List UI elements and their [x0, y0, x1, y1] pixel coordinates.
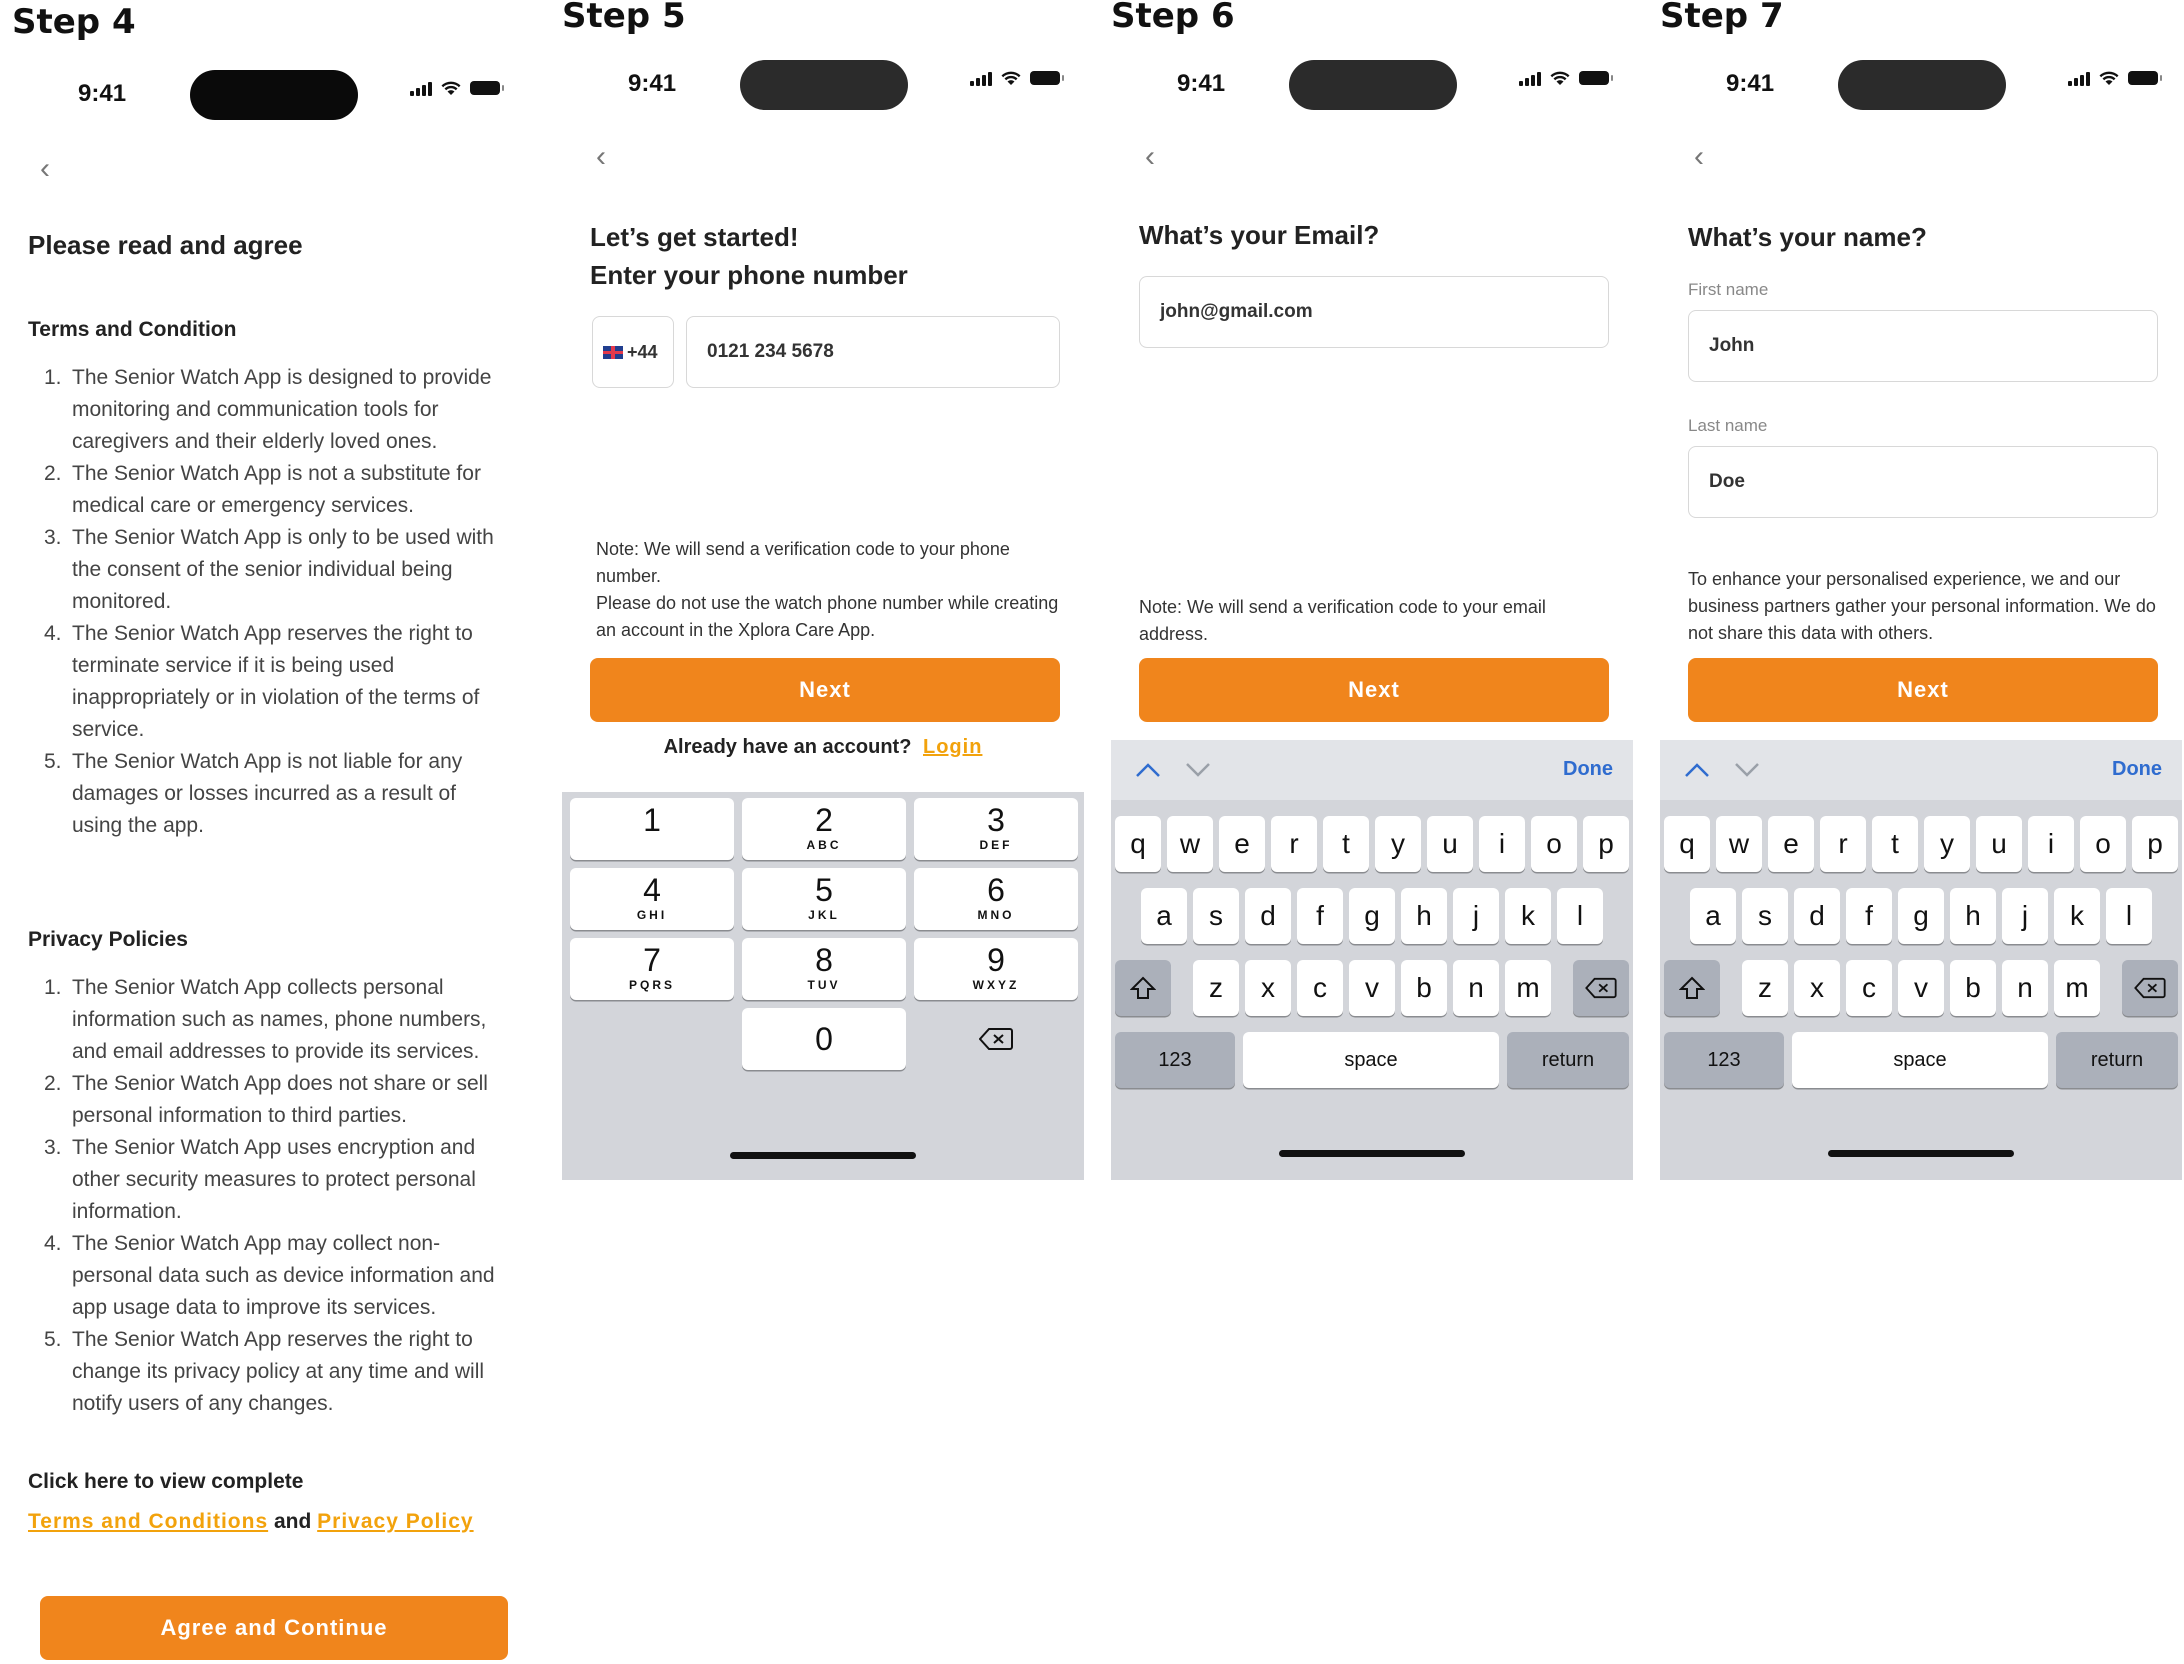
- key-z[interactable]: z: [1742, 960, 1788, 1016]
- screen-name: [1660, 52, 2182, 1180]
- phone-input[interactable]: 0121 234 5678: [686, 316, 1060, 388]
- click-here-text: Click here to view complete: [28, 1470, 304, 1493]
- key-8[interactable]: 8 TUV: [742, 938, 906, 1000]
- wifi-icon: [1000, 70, 1022, 86]
- key-e[interactable]: e: [1219, 816, 1265, 872]
- key-d[interactable]: d: [1794, 888, 1840, 944]
- terms-heading: Terms and Condition: [28, 318, 237, 341]
- key-j[interactable]: j: [1453, 888, 1499, 944]
- key-a[interactable]: a: [1690, 888, 1736, 944]
- key-x[interactable]: x: [1245, 960, 1291, 1016]
- status-bar: [0, 62, 522, 122]
- status-time: 9:41: [1177, 70, 1226, 97]
- page-subtitle: Enter your phone number: [590, 260, 908, 290]
- signal-icon: [970, 70, 992, 86]
- next-button[interactable]: Next: [1688, 658, 2158, 722]
- key-6[interactable]: 6 MNO: [914, 868, 1078, 930]
- keyboard: [1660, 740, 2182, 1180]
- list-item: 3. The Senior Watch App is only to be used with the consent of the senior individual being monitored.: [44, 526, 494, 613]
- key-o[interactable]: o: [1531, 816, 1577, 872]
- terms-list: [28, 362, 508, 842]
- login-prompt: Already have an account? Login: [663, 736, 983, 758]
- screen-phone: [562, 52, 1084, 1180]
- wifi-icon: [2098, 70, 2120, 86]
- page-title: What’s your Email?: [1139, 220, 1380, 250]
- list-item: 4. The Senior Watch App reserves the right to terminate service if it is being used inappropriately or in violation of the terms of service.: [44, 622, 480, 741]
- dynamic-island: [1838, 60, 2006, 110]
- key-l[interactable]: l: [2106, 888, 2152, 944]
- key-i[interactable]: i: [1479, 816, 1525, 872]
- chevron-left-icon[interactable]: ‹: [1694, 140, 1704, 173]
- chevron-up-icon[interactable]: [1135, 762, 1161, 778]
- key-d[interactable]: d: [1245, 888, 1291, 944]
- next-button[interactable]: Next: [1139, 658, 1609, 722]
- key-k[interactable]: k: [2054, 888, 2100, 944]
- step-label-4: Step 4: [12, 2, 136, 42]
- battery-icon: [1579, 71, 1609, 85]
- list-item: 4. The Senior Watch App may collect non-personal data such as device information and app usage data to improve its services.: [44, 1232, 495, 1319]
- key-c[interactable]: c: [1297, 960, 1343, 1016]
- country-code-select[interactable]: +44: [592, 316, 674, 388]
- email-note: Note: We will send a verification code to your email address.: [1139, 597, 1546, 644]
- step-label-5: Step 5: [562, 0, 686, 36]
- privacy-note: To enhance your personalised experience, we and our business partners gather your personal information. We do not share this data with others.: [1688, 569, 2156, 643]
- key-p[interactable]: p: [1583, 816, 1629, 872]
- screen-email: [1111, 52, 1633, 1180]
- step-label-6: Step 6: [1111, 0, 1235, 36]
- status-time: 9:41: [1726, 70, 1775, 97]
- first-name-input[interactable]: John: [1688, 310, 2158, 382]
- backspace-icon[interactable]: [1573, 960, 1629, 1016]
- list-item: 3. The Senior Watch App uses encryption and other security measures to protect personal information.: [44, 1136, 476, 1223]
- key-g[interactable]: g: [1349, 888, 1395, 944]
- step-label-7: Step 7: [1660, 0, 1784, 36]
- dynamic-island: [1289, 60, 1457, 110]
- return-key[interactable]: return: [2056, 1032, 2178, 1088]
- key-0[interactable]: 0: [742, 1008, 906, 1070]
- key-g[interactable]: g: [1898, 888, 1944, 944]
- numbers-key[interactable]: 123: [1664, 1032, 1784, 1088]
- key-w[interactable]: w: [1716, 816, 1762, 872]
- status-time: 9:41: [78, 80, 127, 107]
- home-indicator: [730, 1152, 916, 1159]
- login-link[interactable]: Login: [923, 736, 983, 758]
- key-3[interactable]: 3 DEF: [914, 798, 1078, 860]
- uk-flag-icon: [603, 346, 623, 359]
- wifi-icon: [440, 80, 462, 96]
- done-button[interactable]: Done: [2112, 758, 2162, 780]
- key-s[interactable]: s: [1742, 888, 1788, 944]
- keyboard-toolbar: [1111, 740, 1633, 800]
- key-b[interactable]: b: [1950, 960, 1996, 1016]
- dynamic-island: [190, 70, 358, 120]
- shift-icon[interactable]: [1664, 960, 1720, 1016]
- key-x[interactable]: x: [1794, 960, 1840, 1016]
- key-5[interactable]: 5 JKL: [742, 868, 906, 930]
- key-w[interactable]: w: [1167, 816, 1213, 872]
- battery-icon: [470, 81, 500, 95]
- list-item: 5. The Senior Watch App reserves the right to change its privacy policy at any time and will notify users of any changes.: [44, 1328, 485, 1415]
- key-b[interactable]: b: [1401, 960, 1447, 1016]
- page-title: Please read and agree: [28, 230, 303, 260]
- key-m[interactable]: m: [1505, 960, 1551, 1016]
- key-j[interactable]: j: [2002, 888, 2048, 944]
- numbers-key[interactable]: 123: [1115, 1032, 1235, 1088]
- shift-icon[interactable]: [1115, 960, 1171, 1016]
- key-a[interactable]: a: [1141, 888, 1187, 944]
- key-o[interactable]: o: [2080, 816, 2126, 872]
- privacy-link[interactable]: Privacy Policy: [317, 1510, 474, 1533]
- last-name-input[interactable]: Doe: [1688, 446, 2158, 518]
- key-l[interactable]: l: [1557, 888, 1603, 944]
- first-name-label: First name: [1688, 280, 1769, 299]
- privacy-heading: Privacy Policies: [28, 928, 188, 951]
- battery-icon: [1030, 71, 1060, 85]
- home-indicator: [1828, 1150, 2014, 1157]
- last-name-label: Last name: [1688, 416, 1768, 435]
- key-u[interactable]: u: [1427, 816, 1473, 872]
- signal-icon: [410, 80, 432, 96]
- key-e[interactable]: e: [1768, 816, 1814, 872]
- key-v[interactable]: v: [1349, 960, 1395, 1016]
- key-s[interactable]: s: [1193, 888, 1239, 944]
- agree-continue-button[interactable]: Agree and Continue: [40, 1596, 508, 1660]
- status-time: 9:41: [628, 70, 677, 97]
- key-t[interactable]: t: [1872, 816, 1918, 872]
- key-z[interactable]: z: [1193, 960, 1239, 1016]
- signal-icon: [2068, 70, 2090, 86]
- page-title: What’s your name?: [1688, 222, 1927, 252]
- key-9[interactable]: 9 WXYZ: [914, 938, 1078, 1000]
- chevron-left-icon[interactable]: ‹: [596, 140, 606, 173]
- backspace-icon[interactable]: [914, 1008, 1078, 1070]
- key-4[interactable]: 4 GHI: [570, 868, 734, 930]
- key-v[interactable]: v: [1898, 960, 1944, 1016]
- key-q[interactable]: q: [1664, 816, 1710, 872]
- backspace-icon[interactable]: [2122, 960, 2178, 1016]
- key-y[interactable]: y: [1375, 816, 1421, 872]
- status-bar: [562, 52, 1084, 112]
- key-1[interactable]: 1: [570, 798, 734, 860]
- space-key[interactable]: space: [1243, 1032, 1499, 1088]
- key-n[interactable]: n: [2002, 960, 2048, 1016]
- numeric-keypad: [562, 792, 1084, 1180]
- chevron-down-icon[interactable]: [1734, 762, 1760, 778]
- chevron-left-icon[interactable]: ‹: [40, 152, 50, 185]
- list-item: 2. The Senior Watch App does not share or sell personal information to third parties.: [44, 1072, 488, 1127]
- screen-terms: [0, 62, 522, 1664]
- key-7[interactable]: 7 PQRS: [570, 938, 734, 1000]
- key-u[interactable]: u: [1976, 816, 2022, 872]
- battery-icon: [2128, 71, 2158, 85]
- key-2[interactable]: 2 ABC: [742, 798, 906, 860]
- key-f[interactable]: f: [1297, 888, 1343, 944]
- dynamic-island: [740, 60, 908, 110]
- key-c[interactable]: c: [1846, 960, 1892, 1016]
- next-button[interactable]: Next: [590, 658, 1060, 722]
- status-bar: [1660, 52, 2182, 112]
- key-h[interactable]: h: [1401, 888, 1447, 944]
- signal-icon: [1519, 70, 1541, 86]
- list-item: 5. The Senior Watch App is not liable for any damages or losses incurred as a result of using the app.: [44, 750, 463, 837]
- terms-link[interactable]: Terms and Conditions: [28, 1510, 269, 1533]
- key-y[interactable]: y: [1924, 816, 1970, 872]
- keyboard: [1111, 740, 1633, 1180]
- key-k[interactable]: k: [1505, 888, 1551, 944]
- list-item: 1. The Senior Watch App is designed to provide monitoring and communication tools for caregivers and their elderly loved ones.: [44, 366, 492, 453]
- key-h[interactable]: h: [1950, 888, 1996, 944]
- list-item: 1. The Senior Watch App collects personal information such as names, phone numbers, and email addresses to provide its services.: [44, 976, 487, 1063]
- space-key[interactable]: space: [1792, 1032, 2048, 1088]
- chevron-left-icon[interactable]: ‹: [1145, 140, 1155, 173]
- and-text: and: [273, 1510, 312, 1533]
- key-r[interactable]: r: [1820, 816, 1866, 872]
- wifi-icon: [1549, 70, 1571, 86]
- done-button[interactable]: Done: [1563, 758, 1613, 780]
- key-q[interactable]: q: [1115, 816, 1161, 872]
- chevron-down-icon[interactable]: [1185, 762, 1211, 778]
- keyboard-toolbar: [1660, 740, 2182, 800]
- phone-note: Note: We will send a verification code to your phone number.: [596, 539, 1010, 586]
- page-title: Let’s get started!: [590, 222, 799, 252]
- chevron-up-icon[interactable]: [1684, 762, 1710, 778]
- status-bar: [1111, 52, 1633, 112]
- phone-note-2: Please do not use the watch phone number while creating an account in the Xplora Care App.: [596, 593, 1059, 640]
- key-p[interactable]: p: [2132, 816, 2178, 872]
- key-m[interactable]: m: [2054, 960, 2100, 1016]
- key-i[interactable]: i: [2028, 816, 2074, 872]
- policy-links: [28, 1510, 474, 1534]
- home-indicator: [1279, 1150, 1465, 1157]
- privacy-list: [28, 972, 508, 1420]
- key-r[interactable]: r: [1271, 816, 1317, 872]
- return-key[interactable]: return: [1507, 1032, 1629, 1088]
- key-t[interactable]: t: [1323, 816, 1369, 872]
- list-item: 2. The Senior Watch App is not a substitute for medical care or emergency services.: [44, 462, 481, 517]
- key-n[interactable]: n: [1453, 960, 1499, 1016]
- key-f[interactable]: f: [1846, 888, 1892, 944]
- email-input[interactable]: john@gmail.com: [1139, 276, 1609, 348]
